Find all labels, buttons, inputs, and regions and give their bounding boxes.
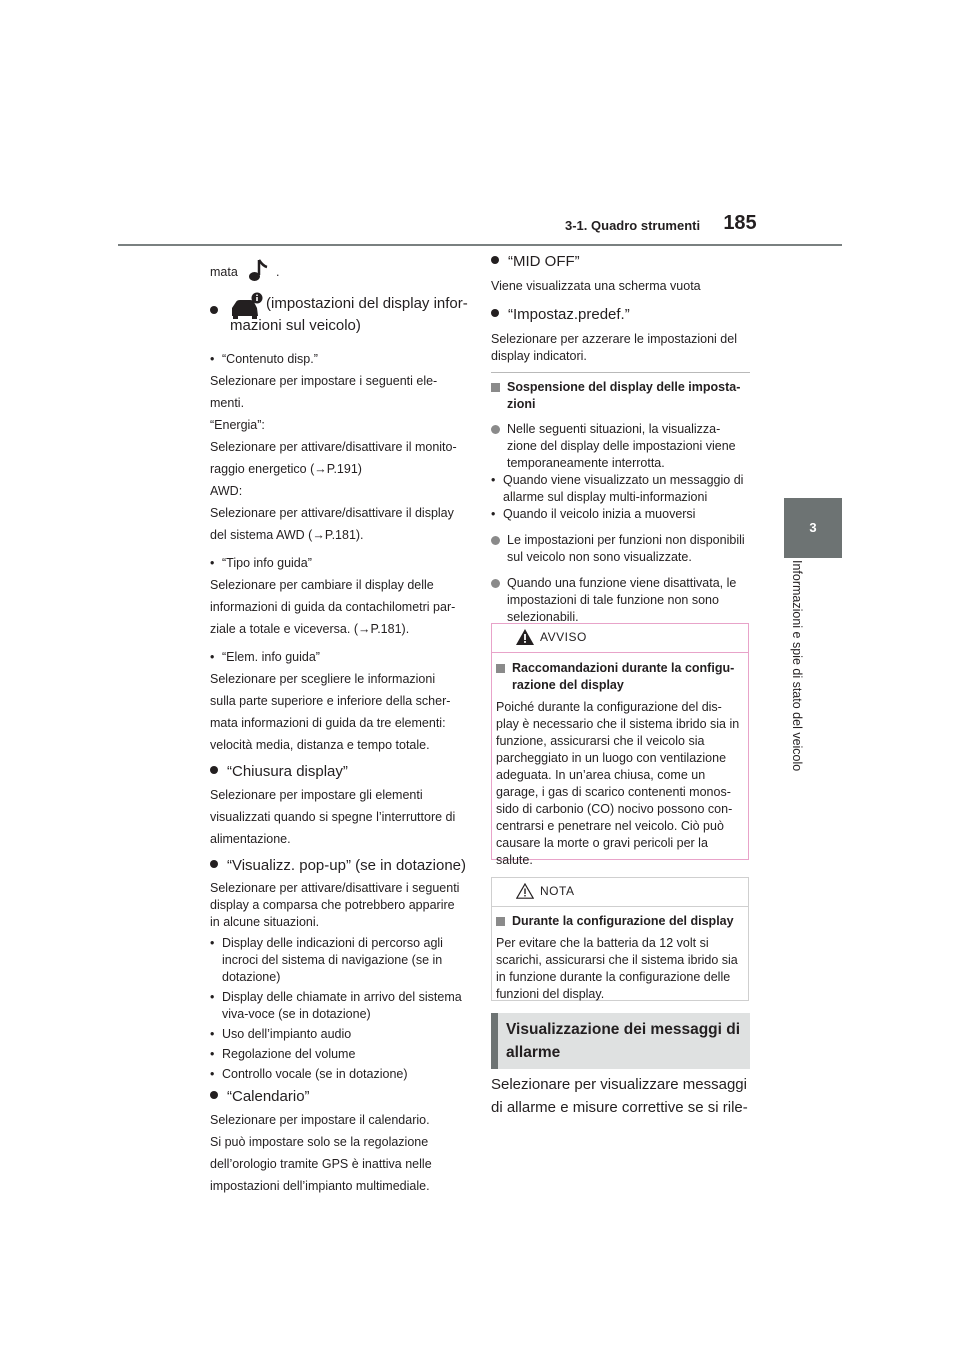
- sospensione-title-text: Sospensione del display delle imposta-zioni: [507, 380, 741, 411]
- divider: [491, 372, 750, 373]
- vehicle-settings-line2: mazioni sul veicolo): [230, 317, 361, 334]
- calendario-line: dell’orologio tramite GPS è inattiva nelle: [210, 1157, 432, 1171]
- elem-block: [210, 646, 466, 756]
- warning-triangle-icon: [516, 629, 534, 645]
- final-line: Selezionare per visualizzare messaggi: [491, 1076, 747, 1093]
- chiusura-line: visualizzati quando si spegne l’interruttore di: [210, 810, 456, 824]
- calendario-line: Si può impostare solo se la regolazione: [210, 1135, 429, 1149]
- section-label: 3-1. Quadro strumenti: [565, 218, 701, 233]
- warning-title-text: Raccomandazioni durante la configu-razione del display: [512, 661, 735, 692]
- chiusura-line: Selezionare per impostare gli elementi: [210, 788, 423, 802]
- square-bullet: [496, 664, 505, 673]
- chiusura-line: alimentazione.: [210, 832, 291, 846]
- tipo-line: Selezionare per cambiare il display delle: [210, 578, 434, 592]
- contenuto-line: Selezionare per attivare/disattivare il display: [210, 506, 454, 520]
- vehicle-settings-item: [210, 292, 466, 340]
- sospensione-item-text: Le impostazioni per funzioni non disponibili sul veicolo non sono visualizzate.: [507, 533, 745, 564]
- sospensione-sub: • Quando il veicolo inizia a muoversi: [491, 506, 750, 523]
- popup-item: • Display delle chiamate in arrivo del sistema viva-voce (se in dotazione): [210, 989, 466, 1023]
- music-note-icon: [244, 258, 270, 284]
- sospensione-item-text: Quando una funzione viene disattivata, le impostazioni di tale funzione non sono selezionabili.: [507, 576, 737, 624]
- popup-desc: Selezionare per attivare/disattivare i seguenti display a comparsa che potrebbero apparire in alcune situazioni.: [210, 881, 460, 929]
- elem-title: • “Elem. info guida”: [210, 646, 466, 668]
- sospensione-title: [491, 379, 750, 413]
- sospensione-item: [491, 532, 750, 566]
- square-bullet: [496, 917, 505, 926]
- calendario-line: Selezionare per impostare il calendario.: [210, 1113, 430, 1127]
- chiusura-title-text: “Chiusura display”: [227, 763, 348, 780]
- vehicle-settings-line1: (impostazioni del display infor-: [266, 295, 468, 312]
- note-title: [496, 913, 744, 930]
- note-body: Per evitare che la batteria da 12 volt si scarichi, assicurarsi che il sistema ibrido sia in funzione durante la configurazione delle funzioni del display.: [496, 936, 738, 1001]
- calendario-block: [210, 1087, 466, 1197]
- bullet-dot: [491, 256, 499, 264]
- popup-block: [210, 856, 466, 1083]
- popup-title: [210, 856, 466, 876]
- bullet-dot: [210, 766, 218, 774]
- caution-triangle-icon: [516, 883, 534, 899]
- left-column: [210, 258, 466, 1197]
- contenuto-line: raggio energetico (→P.191): [210, 462, 362, 476]
- contenuto-title: • “Contenuto disp.”: [210, 348, 466, 370]
- tipo-block: [210, 552, 466, 640]
- warning-label: AVVISO: [540, 630, 587, 644]
- contenuto-block: [210, 348, 466, 546]
- tipo-title: • “Tipo info guida”: [210, 552, 466, 574]
- popup-item: • Uso dell’impianto audio: [210, 1026, 466, 1043]
- bullet-dot: [491, 425, 500, 434]
- elem-line: Selezionare per scegliere le informazioni: [210, 672, 436, 686]
- section-heading: Visualizzazione dei messaggi di allarme: [506, 1021, 741, 1061]
- note-title-text: Durante la configurazione del display: [512, 914, 734, 928]
- contenuto-line: del sistema AWD (→P.181).: [210, 528, 364, 542]
- predef-desc: Selezionare per azzerare le impostazioni del display indicatori.: [491, 332, 737, 363]
- calendario-title-text: “Calendario”: [227, 1088, 310, 1105]
- bullet-dot: [210, 306, 218, 314]
- bullet-dot: [210, 860, 218, 868]
- chiusura-title: [210, 762, 466, 782]
- elem-line: velocità media, distanza e tempo totale.: [210, 738, 430, 752]
- popup-item: • Display delle indicazioni di percorso agli incroci del sistema di navigazione (se in dotazione): [210, 935, 466, 986]
- note-content: [496, 913, 744, 1003]
- bullet-dot: [491, 536, 500, 545]
- contenuto-line: Selezionare per impostare i seguenti ele-: [210, 374, 438, 388]
- sospensione-item-text: Nelle seguenti situazioni, la visualizza-zione del display delle impostazioni viene temporaneamente interrotta.: [507, 422, 736, 470]
- contenuto-line: “Energia”:: [210, 418, 265, 432]
- header-rule: [118, 244, 842, 246]
- square-bullet: [491, 383, 500, 392]
- contenuto-line: menti.: [210, 396, 245, 410]
- sospensione-item: [491, 421, 750, 472]
- note-label: NOTA: [540, 884, 575, 898]
- mid-off-desc: Viene visualizzata una scherma vuota: [491, 279, 701, 293]
- predef-title-text: “Impostaz.predef.”: [508, 306, 630, 323]
- warning-body: Poiché durante la configurazione del dis-play è necessario che il sistema ibrido sia in funzione, assicurarsi che il veicolo sia parcheggiato in un luogo con ventilazione adeguata. In un’area chiusa, come un garage, i gas di scarico contenenti monos-sido di carbonio (CO) nocivo possono con-centrarsi e penetrare nel veicolo. Ciò può causare la morte o gravi pericoli per la salute.: [496, 700, 740, 867]
- mid-off-title-text: “MID OFF”: [508, 253, 580, 270]
- contenuto-line: AWD:: [210, 484, 243, 498]
- final-line: di allarme e misure correttive se si rile-: [491, 1099, 748, 1116]
- elem-line: sulla parte superiore e inferiore della scher-: [210, 694, 451, 708]
- chapter-title: Informazioni e spie di stato del veicolo: [790, 560, 804, 772]
- popup-title-text: “Visualizz. pop-up” (se in dotazione): [227, 857, 467, 874]
- mata-text: mata: [210, 265, 238, 279]
- section-heading-bar: [491, 1013, 498, 1069]
- chapter-tab: 3: [784, 498, 842, 558]
- mata-end: .: [276, 265, 280, 279]
- bullet-dot: [491, 309, 499, 317]
- sospensione-sub: • Quando viene visualizzato un messaggio di allarme sul display multi-informazioni: [491, 472, 750, 506]
- bullet-dot: [491, 579, 500, 588]
- bullet-dot: [210, 1091, 218, 1099]
- popup-item: • Regolazione del volume: [210, 1046, 466, 1063]
- popup-item: • Controllo vocale (se in dotazione): [210, 1066, 466, 1083]
- mata-line: [210, 258, 466, 286]
- predef-title: [491, 305, 750, 325]
- final-paragraph: [491, 1073, 750, 1119]
- calendario-title: [210, 1087, 466, 1107]
- calendario-line: impostazioni dell’impianto multimediale.: [210, 1179, 430, 1193]
- chiusura-block: [210, 762, 466, 850]
- warning-content: [496, 660, 744, 869]
- right-column-top: [491, 252, 750, 365]
- contenuto-line: Selezionare per attivare/disattivare il monito-: [210, 440, 457, 454]
- sospensione-item: [491, 575, 750, 626]
- tipo-line: ziale a totale e viceversa. (→P.181).: [210, 622, 410, 636]
- mid-off-title: [491, 252, 750, 272]
- tipo-line: informazioni di guida da contachilometri par-: [210, 600, 456, 614]
- sospensione-block: [491, 379, 750, 626]
- page-number: 185: [723, 212, 757, 234]
- elem-line: mata informazioni di guida da tre elementi:: [210, 716, 446, 730]
- warning-title: [496, 660, 744, 694]
